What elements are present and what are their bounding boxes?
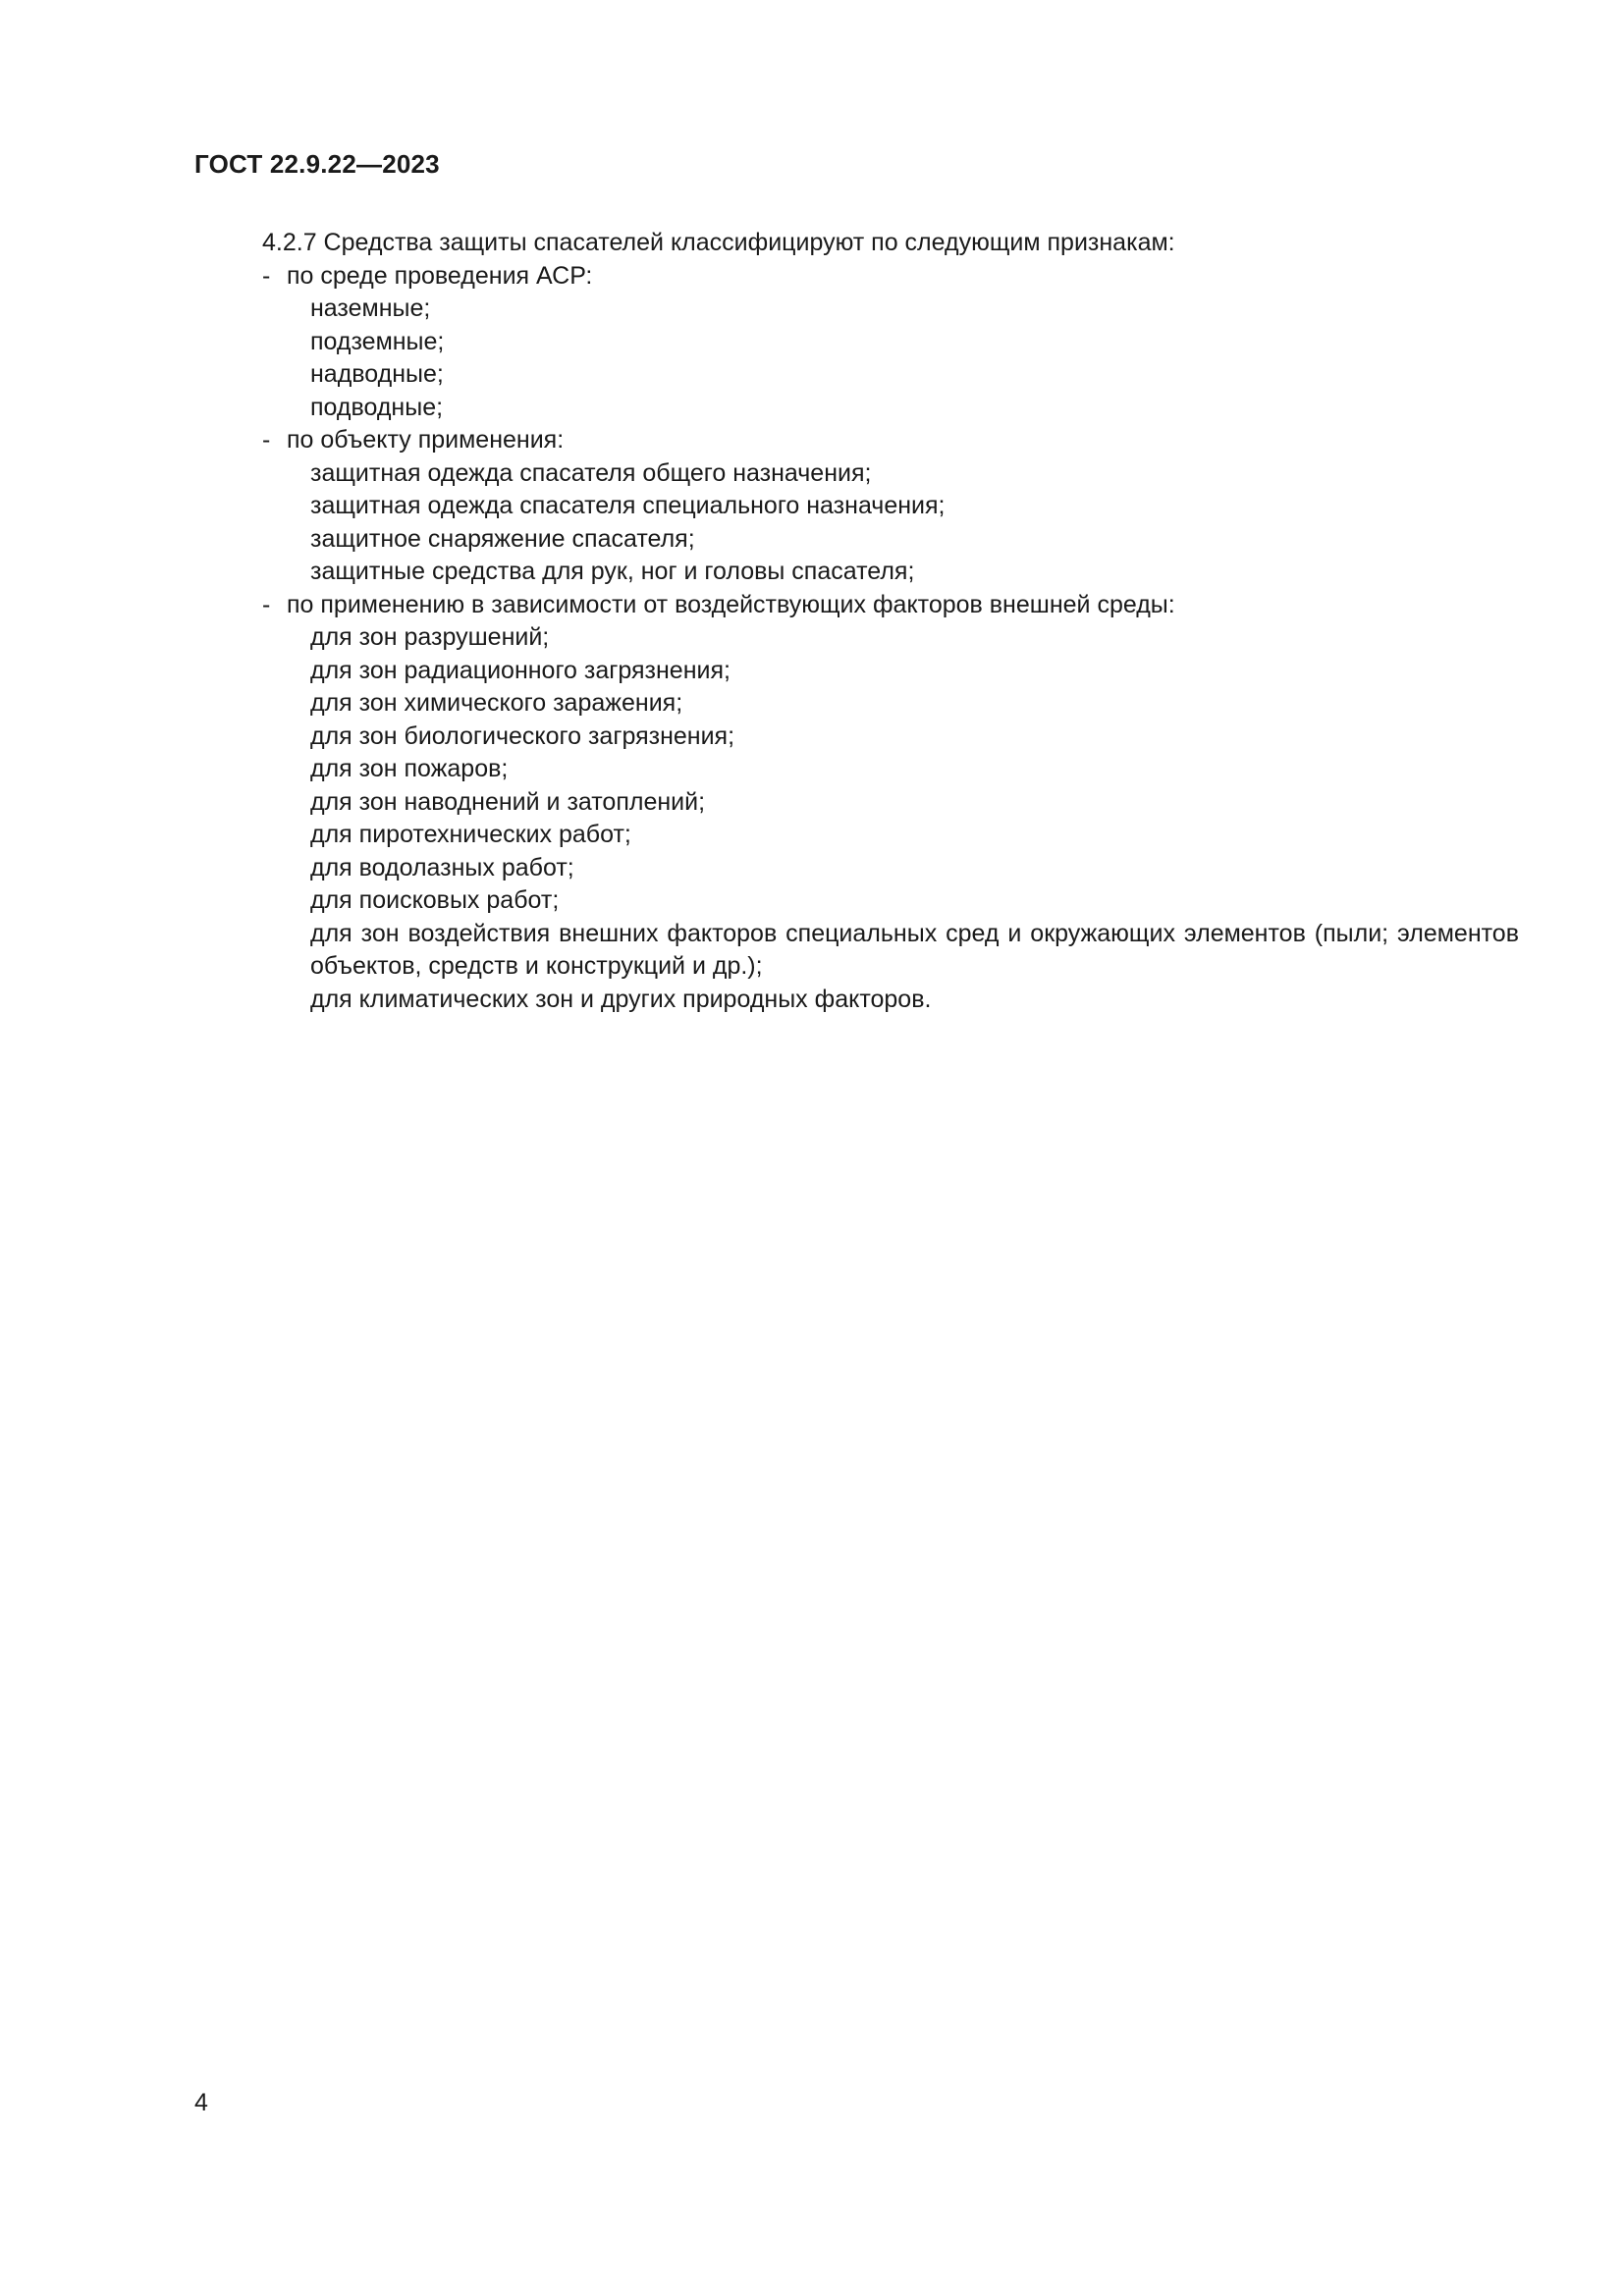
list-item: для зон воздействия внешних факторов специальных сред и окружающих элементов (пыли; элементов объектов, средств и конструкций и др.); <box>310 919 1519 980</box>
list-item: защитная одежда спасателя общего назначения; <box>310 458 872 487</box>
list-dash: - <box>262 261 271 290</box>
list-dash: - <box>262 426 271 454</box>
group-heading-object <box>262 424 1519 457</box>
clause-intro: 4.2.7 Средства защиты спасателей классифицируют по следующим признакам: <box>262 229 1175 256</box>
list-item: для зон биологического загрязнения; <box>310 721 735 750</box>
group-title: по среде проведения АСР: <box>287 261 593 290</box>
document-body <box>262 227 1519 1016</box>
list-item: защитные средства для рук, ног и головы спасателя; <box>310 558 915 585</box>
group-heading-factors <box>262 589 1519 622</box>
page-number: 4 <box>194 2089 208 2116</box>
list-item: для поисковых работ; <box>310 886 560 914</box>
list-dash: - <box>262 590 271 618</box>
document-header: ГОСТ 22.9.22—2023 <box>194 149 440 179</box>
list-item: защитная одежда спасателя специального назначения; <box>310 492 946 519</box>
list-item: подводные; <box>310 393 444 421</box>
list-item: для пиротехнических работ; <box>310 821 631 848</box>
list-item: наземные; <box>310 294 431 322</box>
list-item: для зон разрушений; <box>310 623 550 651</box>
group-heading-environment <box>262 260 1519 294</box>
list-item: для зон химического заражения; <box>310 689 683 717</box>
list-item: для зон радиационного загрязнения; <box>310 656 731 684</box>
group-title: по применению в зависимости от воздействующих факторов внешней среды: <box>287 590 1175 618</box>
list-item: для водолазных работ; <box>310 853 574 881</box>
list-item: для зон наводнений и затоплений; <box>310 787 706 816</box>
list-item: защитное снаряжение спасателя; <box>310 524 695 553</box>
list-item: для зон пожаров; <box>310 755 509 782</box>
list-item: надводные; <box>310 360 444 388</box>
list-item: подземные; <box>310 327 445 355</box>
list-item: для климатических зон и других природных факторов. <box>310 985 932 1013</box>
group-title: по объекту применения: <box>287 426 565 454</box>
